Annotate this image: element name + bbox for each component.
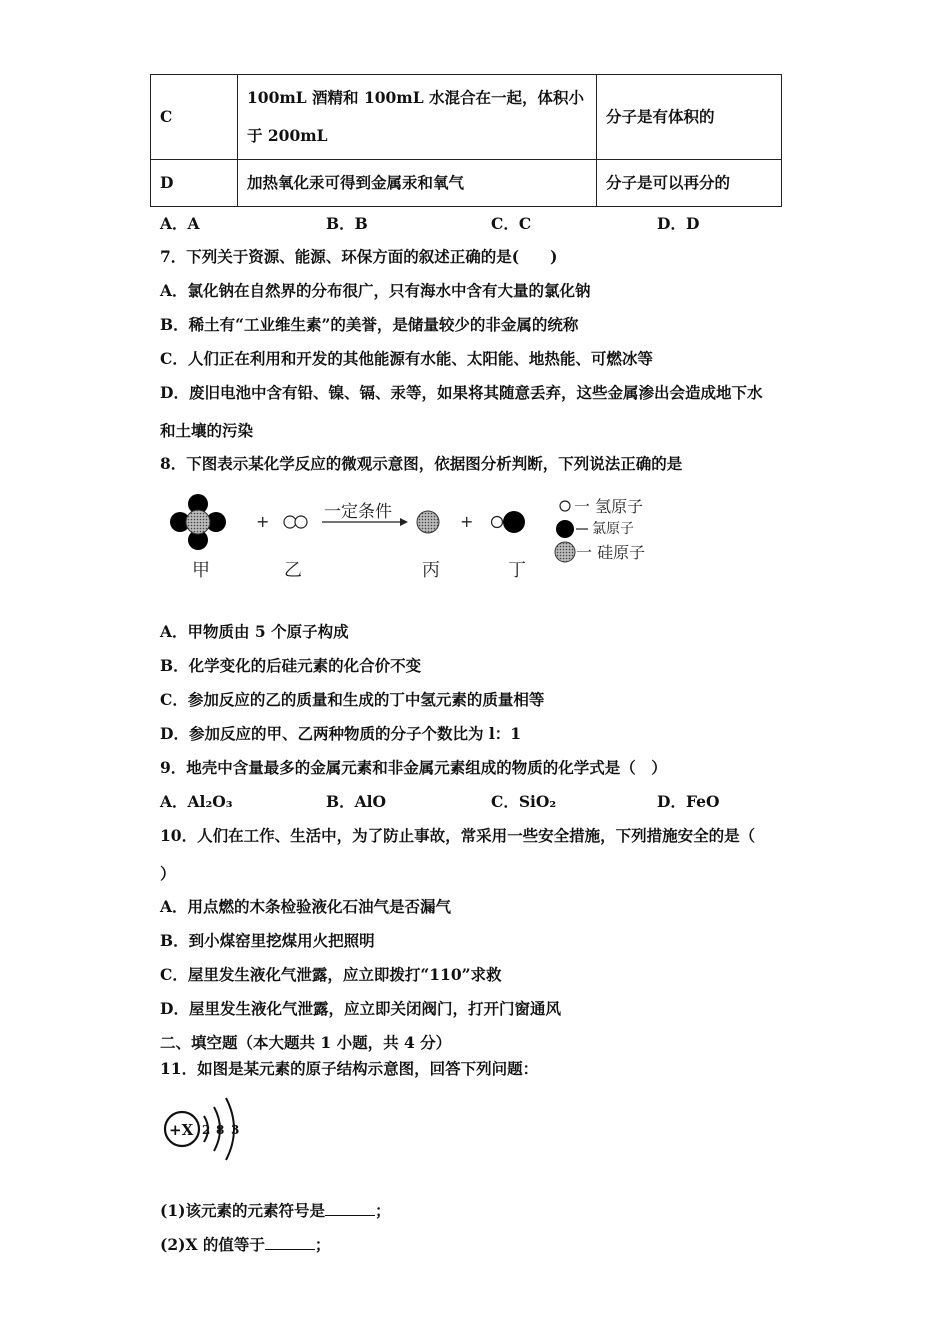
q9-option-c: C．SiO₂: [491, 792, 557, 811]
molecule-yi: [284, 516, 307, 528]
q8-stem: 8．下图表示某化学反应的微观示意图，依据图分析判断，下列说法正确的是: [160, 454, 683, 473]
q11-sub2-end: ；: [314, 1235, 331, 1254]
label-bing: 丙: [422, 560, 440, 581]
q11-sub1: [160, 1199, 390, 1221]
q10-stem-cont: ）: [160, 864, 176, 883]
q7-option-b: B．稀土有“工业维生素”的美誉，是储量较少的非金属的统称: [160, 315, 579, 334]
molecule-jia: [170, 494, 226, 550]
table-row-d: [151, 160, 782, 207]
q7-option-a: A．氯化钠在自然界的分布很广，只有海水中含有大量的氯化钠: [160, 281, 591, 300]
answer-blank-2[interactable]: [265, 1235, 315, 1250]
q11-sub1-text: (1)该元素的元素符号是: [160, 1201, 325, 1220]
table-cell-line: 于 200mL: [247, 126, 328, 145]
q6-option-a: A．A: [160, 214, 200, 233]
q8-option-c: C．参加反应的乙的质量和生成的丁中氢元素的质量相等: [160, 690, 545, 709]
q11-stem: 11．如图是某元素的原子结构示意图，回答下列问题：: [160, 1059, 539, 1078]
q10-stem: 10．人们在工作、生活中，为了防止事故，常采用一些安全措施，下列措施安全的是（: [160, 826, 756, 845]
q10-option-d: D．屋里发生液化气泄露，应立即关闭阀门，打开门窗通风: [160, 999, 561, 1018]
q6-option-b: B．B: [326, 214, 368, 233]
answer-blank-1[interactable]: [325, 1201, 375, 1216]
label-yi: 乙: [284, 560, 302, 581]
atom-structure-diagram: [160, 1090, 260, 1170]
q11-sub2-text: (2)X 的值等于: [160, 1235, 265, 1254]
legend-silicon: 一 硅原子: [576, 543, 646, 562]
label-jia: 甲: [192, 560, 210, 581]
q9-option-b: B．AlO: [326, 792, 387, 811]
answer-table: [150, 74, 782, 207]
legend-hydrogen: 一 氢原子: [574, 497, 644, 516]
q7-option-d: D．废旧电池中含有铅、镍、镉、汞等，如果将其随意丢弃，这些金属渗出会造成地下水: [160, 383, 763, 402]
q6-option-d: D．D: [657, 214, 700, 233]
condition-label: 一定条件: [324, 502, 392, 522]
table-cell-line: 100mL 酒精和 100mL 水混合在一起，体积小: [247, 88, 584, 107]
reaction-diagram: [160, 488, 680, 588]
q9-stem: 9．地壳中含量最多的金属元素和非金属元素组成的物质的化学式是（ ）: [160, 758, 667, 777]
q10-option-a: A．用点燃的木条检验液化石油气是否漏气: [160, 897, 452, 916]
label-ding: 丁: [508, 560, 526, 581]
table-cell-letter: D: [151, 160, 238, 207]
arrow-head: [400, 518, 408, 526]
nucleus-label: +X: [169, 1121, 194, 1139]
shell-3-electrons: 3: [231, 1123, 240, 1137]
table-row-c: [151, 75, 782, 160]
q9-option-d: D．FeO: [657, 792, 720, 811]
q10-option-b: B．到小煤窑里挖煤用火把照明: [160, 931, 375, 950]
q8-option-b: B．化学变化的后硅元素的化合价不变: [160, 656, 422, 675]
legend: [555, 497, 645, 562]
q8-option-d: D．参加反应的甲、乙两种物质的分子个数比为 l：1: [160, 724, 522, 743]
molecule-bing: [417, 511, 439, 533]
q8-option-a: A．甲物质由 5 个原子构成: [160, 622, 349, 641]
plus-sign: +: [460, 512, 474, 531]
q9-option-a: A．Al₂O₃: [160, 792, 233, 811]
table-cell-explanation: 分子是有体积的: [597, 75, 782, 160]
table-cell-phenomenon: [238, 75, 597, 160]
q11-sub2: [160, 1233, 330, 1255]
plus-sign: +: [256, 512, 270, 531]
q10-option-c: C．屋里发生液化气泄露，应立即拨打“110”求救: [160, 965, 502, 984]
q7-option-d-cont: 和土壤的污染: [160, 421, 254, 440]
shell-2-electrons: 8: [216, 1123, 225, 1137]
q7-stem: 7．下列关于资源、能源、环保方面的叙述正确的是( ): [160, 247, 558, 266]
section-heading: 二、填空题（本大题共 1 小题，共 4 分）: [160, 1033, 452, 1052]
table-cell-letter: C: [151, 75, 238, 160]
table-cell-phenomenon: 加热氧化汞可得到金属汞和氧气: [238, 160, 597, 207]
legend-chlorine: 氯原子: [592, 521, 634, 537]
q11-sub1-end: ；: [374, 1201, 391, 1220]
table-cell-explanation: 分子是可以再分的: [597, 160, 782, 207]
q6-option-c: C．C: [491, 214, 532, 233]
molecule-ding: [492, 511, 526, 533]
q7-option-c: C．人们正在利用和开发的其他能源有水能、太阳能、地热能、可燃冰等: [160, 349, 653, 368]
shell-1-electrons: 2: [202, 1123, 211, 1137]
